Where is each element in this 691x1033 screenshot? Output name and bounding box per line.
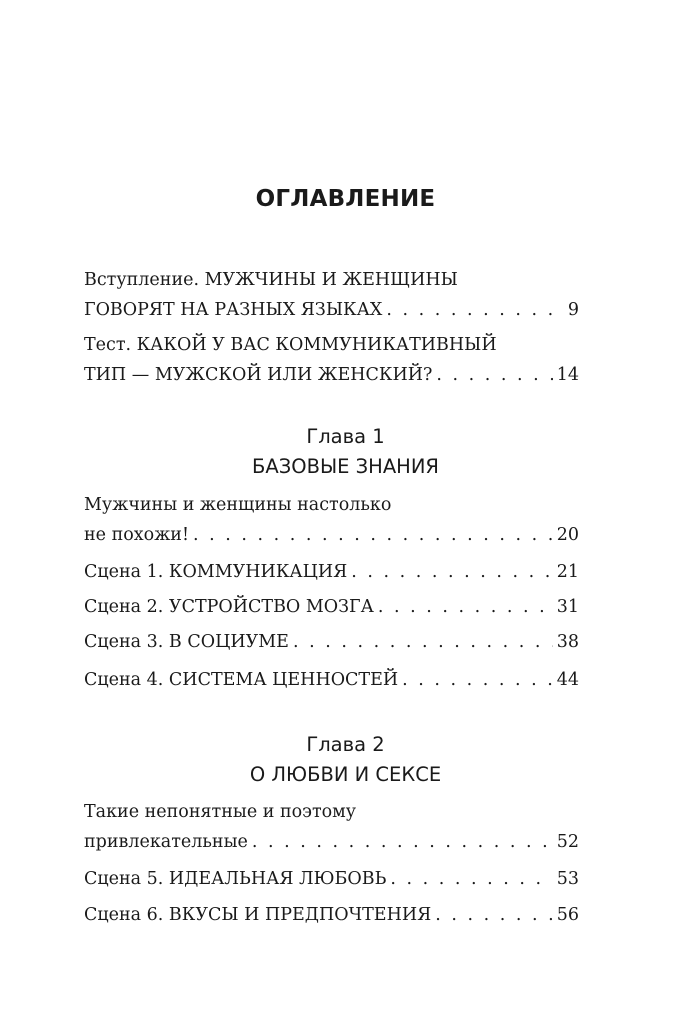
toc-entry-title: Сцена 3. В СОЦИУМЕ: [84, 632, 289, 652]
toc-page-number: 31: [556, 597, 579, 617]
toc-entry-scene-3[interactable]: [84, 627, 579, 657]
leader-dots: [351, 557, 552, 587]
toc-entry-line: Мужчины и женщины настолько: [84, 495, 392, 515]
leader-dots: [390, 864, 552, 894]
toc-page-number: 52: [556, 832, 579, 852]
toc-entry-test[interactable]: [84, 330, 579, 390]
toc-page-number: 38: [556, 632, 579, 652]
leader-dots: [436, 360, 552, 390]
toc-entry-title: ТИП — МУЖСКОЙ ИЛИ ЖЕНСКИЙ?: [84, 365, 433, 385]
toc-entry-title: Сцена 1. КОММУНИКАЦИЯ: [84, 562, 348, 582]
leader-dots: [386, 295, 564, 325]
leader-dots: [293, 627, 553, 657]
toc-page-number: 9: [567, 300, 579, 320]
toc-entry-scene-4[interactable]: [84, 665, 579, 695]
toc-entry-intro[interactable]: [84, 265, 579, 325]
toc-entry-title: Сцена 2. УСТРОЙСТВО МОЗГА: [84, 597, 374, 617]
toc-page-number: 14: [556, 365, 579, 385]
toc-entry-title: Сцена 5. ИДЕАЛЬНАЯ ЛЮБОВЬ: [84, 869, 387, 889]
chapter-name: О ЛЮБВИ И СЕКСЕ: [249, 763, 442, 786]
chapter-name: БАЗОВЫЕ ЗНАНИЯ: [252, 455, 439, 478]
toc-page-number: 20: [556, 525, 579, 545]
leader-dots: [435, 900, 552, 930]
toc-entry-title: Сцена 6. ВКУСЫ И ПРЕДПОЧТЕНИЯ: [84, 905, 432, 925]
toc-entry-line: Тест. КАКОЙ У ВАС КОММУНИКАТИВНЫЙ: [84, 335, 497, 355]
toc-entry-scene-1[interactable]: [84, 557, 579, 587]
toc-page-number: 44: [556, 670, 579, 690]
leader-dots: [402, 665, 553, 695]
chapter-heading-1: [0, 422, 691, 482]
toc-entry-line: Вступление. МУЖЧИНЫ И ЖЕНЩИНЫ: [84, 270, 458, 290]
chapter-heading-2: [0, 730, 691, 790]
toc-entry-ch2-intro[interactable]: [84, 797, 579, 857]
chapter-label: Глава 2: [306, 733, 385, 756]
leader-dots: [378, 592, 553, 622]
toc-entry-title: не похожи!: [84, 525, 189, 545]
leader-dots: [252, 827, 553, 857]
toc-entry-title: привлекательные: [84, 832, 248, 852]
toc-entry-scene-2[interactable]: [84, 592, 579, 622]
toc-page-number: 21: [556, 562, 579, 582]
toc-entry-scene-5[interactable]: [84, 864, 579, 894]
toc-entry-scene-6[interactable]: [84, 900, 579, 930]
toc-page-number: 56: [556, 905, 579, 925]
page-title: ОГЛАВЛЕНИЕ: [255, 186, 436, 212]
toc-entry-title: Сцена 4. СИСТЕМА ЦЕННОСТЕЙ: [84, 670, 399, 690]
chapter-label: Глава 1: [306, 425, 385, 448]
toc-entry-title: ГОВОРЯТ НА РАЗНЫХ ЯЗЫКАХ: [84, 300, 383, 320]
leader-dots: [193, 520, 553, 550]
toc-entry-line: Такие непонятные и поэтому: [84, 802, 357, 822]
toc-page-number: 53: [556, 869, 579, 889]
toc-entry-ch1-intro[interactable]: [84, 490, 579, 550]
